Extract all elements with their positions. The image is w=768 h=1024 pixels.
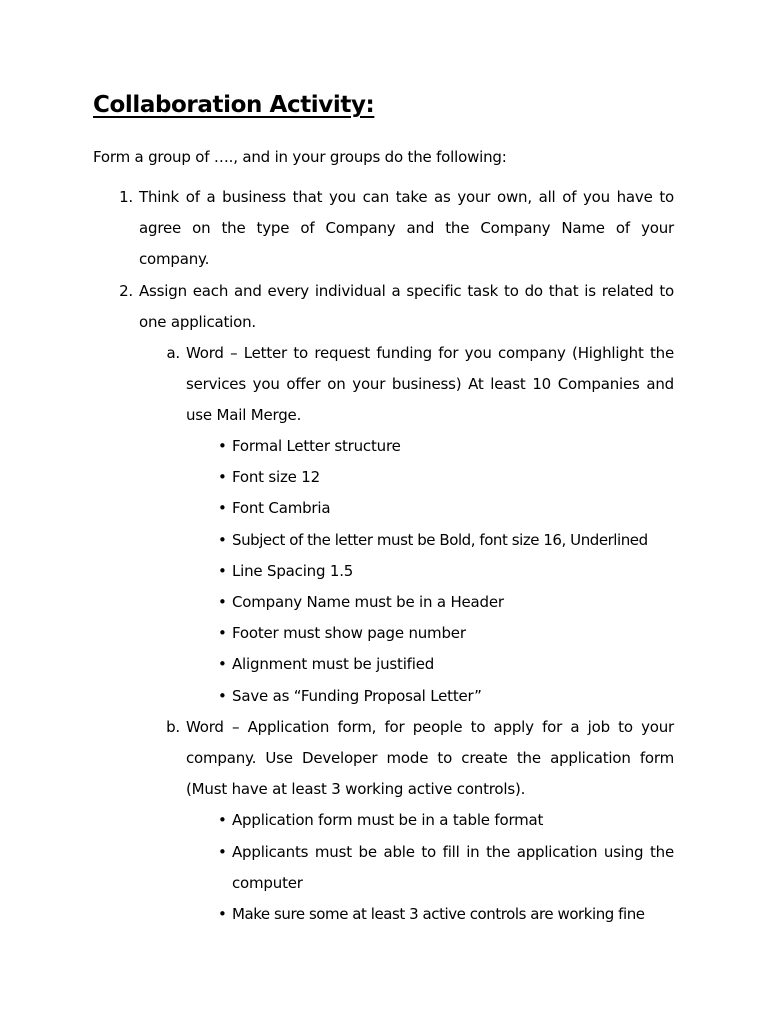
bullet-glyph: • <box>218 437 227 455</box>
sub-item-a-text: Word – Letter to request funding for you company (Highlight the services you offer on your business) At least 10 Companies and use Mail Merge. <box>186 344 674 425</box>
bullet-text: Subject of the letter must be Bold, font size 16, Underlined <box>232 531 648 549</box>
list-number-1: 1. <box>119 188 133 206</box>
list-item-2 <box>119 276 674 339</box>
sub-item-a <box>166 338 674 432</box>
bullet-text: Application form must be in a table format <box>232 811 544 829</box>
bullet-glyph: • <box>218 499 227 517</box>
bullet-glyph: • <box>218 811 227 829</box>
bullet-glyph: • <box>218 687 227 705</box>
bullet-text: Formal Letter structure <box>232 437 401 455</box>
bullet-glyph: • <box>218 905 227 923</box>
bullet-text: Company Name must be in a Header <box>232 593 504 611</box>
bullet-text: Footer must show page number <box>232 624 466 642</box>
bullet-glyph: • <box>218 531 227 549</box>
bullet-text: Save as “Funding Proposal Letter” <box>232 687 482 705</box>
bullet-text: Font size 12 <box>232 468 320 486</box>
list-item-1 <box>119 182 674 276</box>
list-item-2-text: Assign each and every individual a specific task to do that is related to one application. <box>139 282 674 332</box>
sub-item-a-marker: a. <box>166 344 180 362</box>
list-number-2: 2. <box>119 282 133 300</box>
bullet-glyph: • <box>218 468 227 486</box>
bullet-text: Applicants must be able to fill in the application using the computer <box>232 843 674 893</box>
bullet-glyph: • <box>218 655 227 673</box>
bullet-glyph: • <box>218 624 227 642</box>
bullet-text: Alignment must be justified <box>232 655 435 673</box>
sub-item-b-marker: b. <box>166 718 180 736</box>
sub-item-b-text: Word – Application form, for people to apply for a job to your company. Use Developer mode to create the application form (Must have at least 3 working active controls). <box>186 718 674 799</box>
bullet-text: Font Cambria <box>232 499 331 517</box>
bullet-text: Line Spacing 1.5 <box>232 562 354 580</box>
bullet-glyph: • <box>218 562 227 580</box>
intro-paragraph: Form a group of …., and in your groups do the following: <box>93 148 507 166</box>
list-item-1-text: Think of a business that you can take as your own, all of you have to agree on the type of Company and the Company Name of your company. <box>139 188 674 269</box>
bullet-glyph: • <box>218 593 227 611</box>
page-title: Collaboration Activity: <box>93 92 375 118</box>
bullet-glyph: • <box>218 843 227 861</box>
sub-item-b <box>166 712 674 806</box>
bullet-text: Make sure some at least 3 active controls are working fine <box>232 905 645 923</box>
